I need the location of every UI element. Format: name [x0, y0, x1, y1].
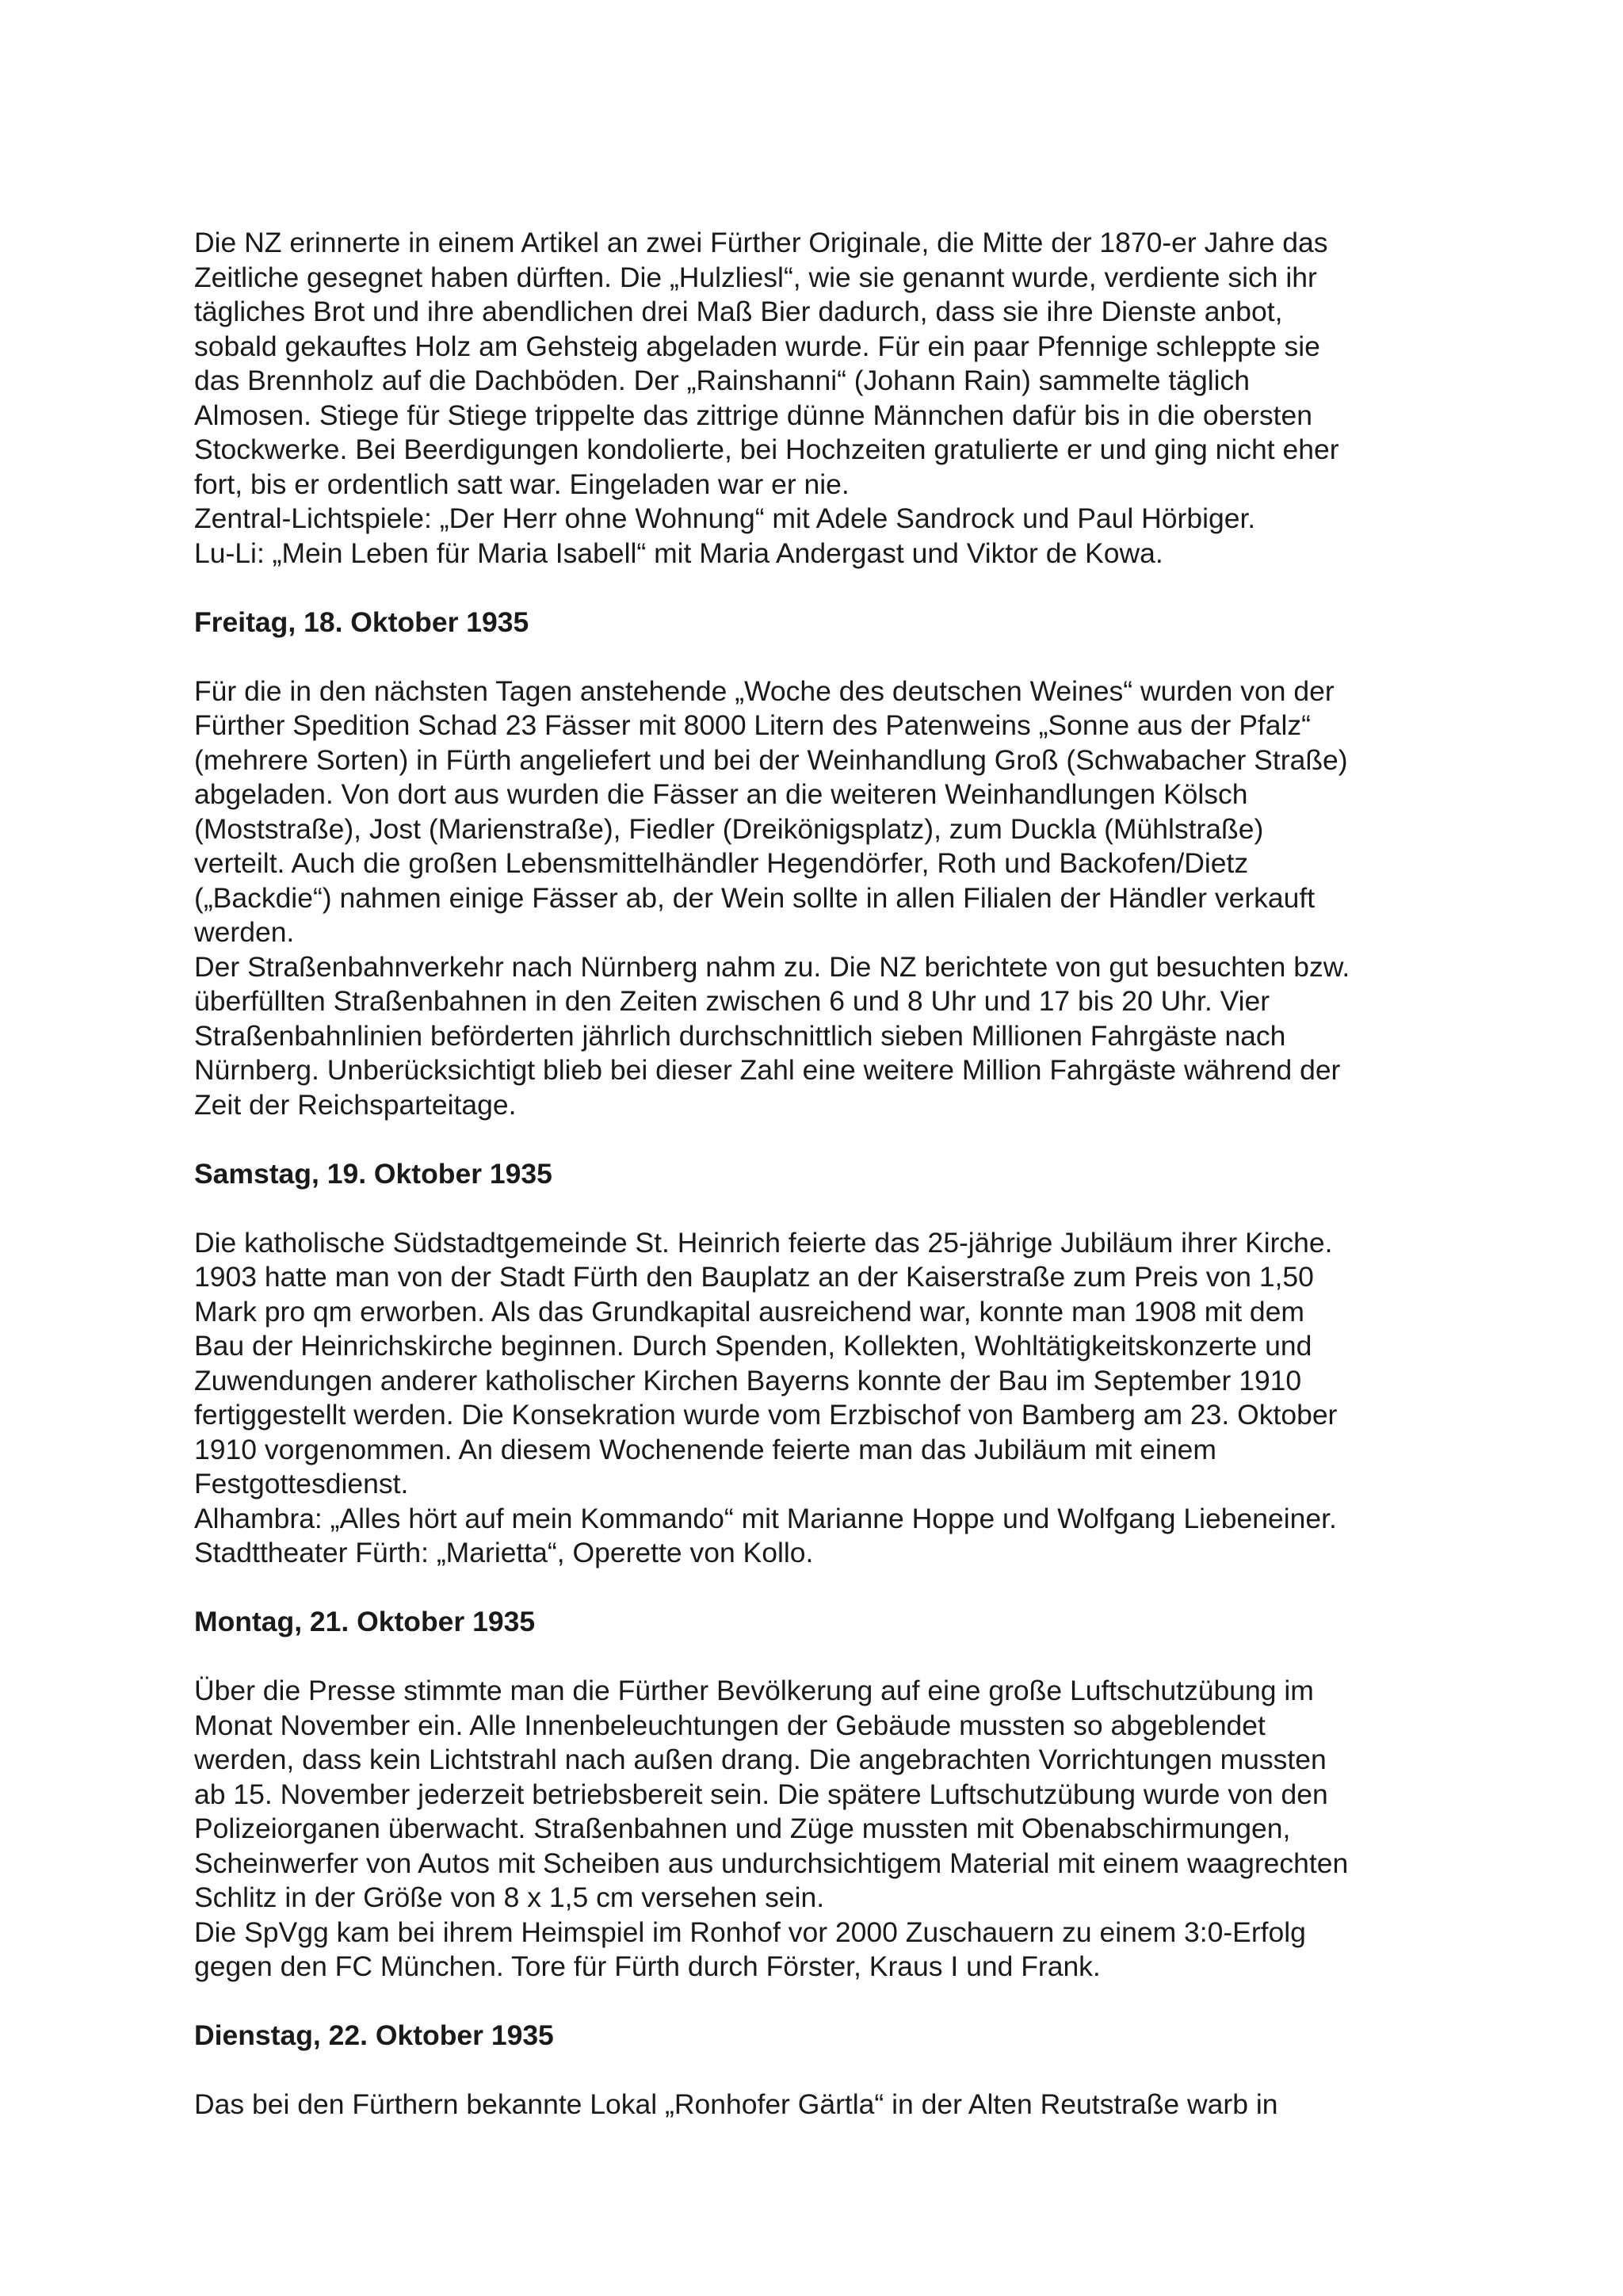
intro-paragraph: Die NZ erinnerte in einem Artikel an zwei Fürther Originale, die Mitte der 1870-er Jahre das Zeitliche gesegnet haben dürften. Die „Hulzliesl“, wie sie genannt wurde, verdiente sich ihr tägliches Brot und ihre abendlichen drei Maß Bier dadurch, dass sie ihre Dienste anbot, sobald gekauftes Holz am Gehsteig abgeladen wurde. Für ein paar Pfennige schleppte sie das Brennholz auf die Dachböden. Der „Rainshanni“ (Johann Rain) sammelte täglich Almosen. Stiege für Stiege trippelte das zittrige dünne Männchen dafür bis in die obersten Stockwerke. Bei Beerdigungen kondolierte, bei Hochzeiten gratulierte er und ging nicht eher fort, bis er ordentlich satt war. Eingeladen war er nie. Zentral-Lichtspiele: „Der Herr ohne Wohnung“ mit Adele Sandrock und Paul Hörbiger. Lu-Li: „Mein Leben für Maria Isabell“ mit Maria Andergast und Viktor de Kowa.: [194, 227, 1339, 569]
spacer: [194, 640, 1454, 674]
section-heading-montag: Montag, 21. Oktober 1935: [194, 1606, 536, 1637]
section-body-samstag: Die katholische Südstadtgemeinde St. Heinrich feierte das 25-jährige Jubiläum ihrer Kirche. 1903 hatte man von der Stadt Fürth den Bauplatz an der Kaiserstraße zum Preis von 1,50 Mark pro qm erworben. Als das Grundkapital ausreichend war, konnte man 1908 mit dem Bau der Heinrichskirche beginnen. Durch Spenden, Kollekten, Wohltätigkeitskonzerte und Zuwendungen anderer katholischer Kirchen Bayerns konnte der Bau im September 1910 fertiggestellt werden. Die Konsekration wurde vom Erzbischof von Bamberg am 23. Oktober 1910 vorgenommen. An diesem Wochenende feierte man das Jubiläum mit einem Festgottesdienst. Alhambra: „Alles hört auf mein Kommando“ mit Marianne Hoppe und Wolfgang Liebeneiner. Stadttheater Fürth: „Marietta“, Operette von Kollo.: [194, 1226, 1338, 1568]
spacer: [194, 571, 1454, 606]
section-heading-dienstag: Dienstag, 22. Oktober 1935: [194, 2019, 554, 2051]
spacer: [194, 1191, 1454, 1226]
document-body: [194, 226, 1454, 2122]
section-heading-freitag: Freitag, 18. Oktober 1935: [194, 606, 529, 638]
spacer: [194, 1640, 1454, 1675]
spacer: [194, 1122, 1454, 1157]
section-body-dienstag: Das bei den Fürthern bekannte Lokal „Ronhofer Gärtla“ in der Alten Reutstraße warb in: [194, 2088, 1278, 2120]
section-body-freitag: Für die in den nächsten Tagen anstehende „Woche des deutschen Weines“ wurden von der Fürther Spedition Schad 23 Fässer mit 8000 Litern des Patenweins „Sonne aus der Pfalz“ (mehrere Sorten) in Fürth angeliefert und bei der Weinhandlung Groß (Schwabacher Straße) abgeladen. Von dort aus wurden die Fässer an die weiteren Weinhandlungen Kölsch (Moststraße), Jost (Marienstraße), Fiedler (Dreikönigsplatz), zum Duckla (Mühlstraße) verteilt. Auch die großen Lebensmittelhändler Hegendörfer, Roth und Backofen/Dietz („Backdie“) nahmen einige Fässer ab, der Wein sollte in allen Filialen der Händler verkauft werden. Der Straßenbahnverkehr nach Nürnberg nahm zu. Die NZ berichtete von gut besuchten bzw. überfüllten Straßenbahnen in den Zeiten zwischen 6 und 8 Uhr und 17 bis 20 Uhr. Vier Straßenbahnlinien beförderten jährlich durchschnittlich sieben Millionen Fahrgäste nach Nürnberg. Unberücksichtigt blieb bei dieser Zahl eine weitere Million Fahrgäste während der Zeit der Reichsparteitage.: [194, 674, 1350, 1121]
section-body-montag: Über die Presse stimmte man die Fürther Bevölkerung auf eine große Luftschutzübung im Monat November ein. Alle Innenbeleuchtungen der Gebäude mussten so abgeblendet werden, dass kein Lichtstrahl nach außen drang. Die angebrachten Vorrichtungen mussten ab 15. November jederzeit betriebsbereit sein. Die spätere Luftschutzübung wurde von den Polizeiorganen überwacht. Straßenbahnen und Züge mussten mit Obenabschirmungen, Scheinwerfer von Autos mit Scheiben aus undurchsichtigem Material mit einem waagrechten Schlitz in der Größe von 8 x 1,5 cm versehen sein. Die SpVgg kam bei ihrem Heimspiel im Ronhof vor 2000 Zuschauern zu einem 3:0-Erfolg gegen den FC München. Tore für Fürth durch Förster, Kraus I und Frank.: [194, 1675, 1349, 1982]
spacer: [194, 1985, 1454, 2019]
section-heading-samstag: Samstag, 19. Oktober 1935: [194, 1157, 552, 1190]
spacer: [194, 1571, 1454, 1606]
spacer: [194, 2053, 1454, 2088]
